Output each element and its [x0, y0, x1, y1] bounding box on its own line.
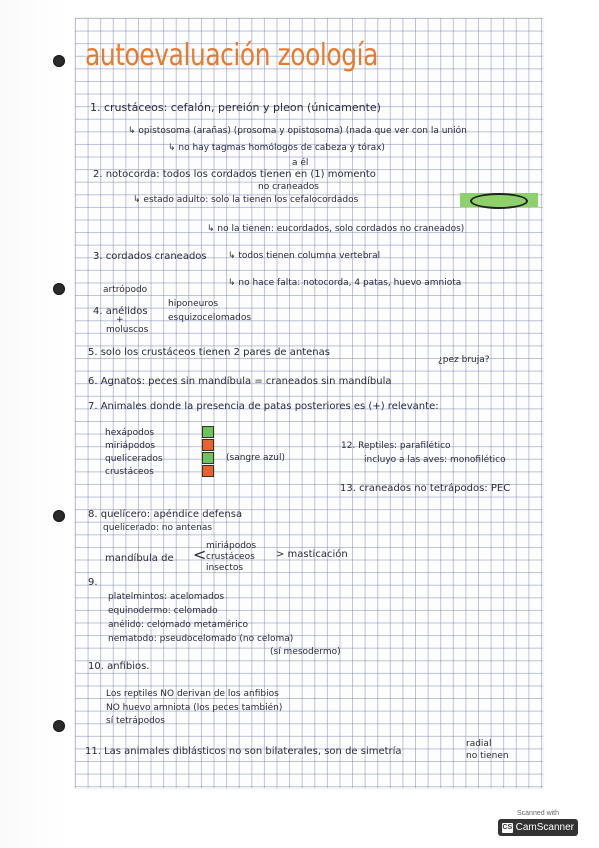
- item-7-list-1: miriápodos: [105, 441, 156, 451]
- binder-hole: [53, 55, 65, 67]
- item-9-extra: (sí mesodermo): [270, 647, 341, 657]
- item-2-main: 2. notocorda: todos los cordados tienen en (1) momento: [93, 169, 376, 180]
- item-9-row-3: nematodo: pseudocelomado (no celoma): [108, 634, 294, 644]
- item-1-main: 1. crustáceos: cefalón, pereión y pleon (únicamente): [90, 101, 381, 114]
- item-4-opt-2: esquizocelomados: [168, 313, 252, 323]
- item-2-note-b: no craneados: [258, 182, 319, 192]
- item-9-row-1: equinodermo: celomado: [108, 606, 218, 616]
- item-12-sub: incluyo a las aves: monofilético: [364, 455, 506, 465]
- item-11-main: 11. Las animales diblásticos no son bilaterales, son de simetría: [85, 746, 402, 757]
- item-8-opt-0: miriápodos: [206, 541, 257, 551]
- scanner-badge: [498, 810, 578, 840]
- item-4-label-top: artrópodo: [103, 285, 148, 295]
- binder-hole: [53, 510, 65, 522]
- item-12-main: 12. Reptiles: parafilético: [341, 441, 451, 451]
- item-8-opt-1: crustáceos: [206, 552, 255, 562]
- item-7-main: 7. Animales donde la presencia de patas posteriores es (+) relevante:: [88, 401, 439, 412]
- item-8-opt-2: insectos: [206, 563, 244, 573]
- scanner-brand: CamScanner: [515, 822, 574, 833]
- item-10-row-2: sí tetrápodos: [106, 716, 165, 726]
- binder-hole: [53, 283, 65, 295]
- binder-hole: [53, 720, 65, 732]
- item-4-opt-1: hiponeuros: [168, 299, 219, 309]
- item-8-sub-1: quelicerado: no antenas: [103, 523, 213, 533]
- item-3-main: 3. cordados craneados: [93, 251, 207, 262]
- item-11-opt-1: radial: [466, 739, 492, 749]
- notochord-sketch: [470, 193, 528, 209]
- camscanner-icon: CS: [502, 823, 513, 831]
- color-square: [202, 439, 214, 451]
- item-9-row-2: anélido: celomado metamérico: [108, 620, 249, 630]
- brace-icon: <: [193, 545, 207, 564]
- item-4-main: 4. anélidos: [93, 306, 148, 317]
- item-2-sub-1: ↳ estado adulto: solo la tienen los cefalocordados: [133, 195, 359, 205]
- item-8-mand: mandíbula de: [105, 553, 174, 564]
- color-square: [202, 452, 214, 464]
- item-3-sub: ↳ no hace falta: notocorda, 4 patas, huevo amniota: [228, 278, 462, 288]
- item-8-main: 8. quelícero: apéndice defensa: [88, 509, 243, 520]
- page-title: autoevaluación zoología: [85, 38, 378, 73]
- color-square: [202, 465, 214, 477]
- item-13-main: 13. craneados no tetrápodos: PEC: [340, 483, 511, 494]
- item-4-plus: +: [116, 315, 124, 325]
- item-4-label-bottom: moluscos: [106, 325, 149, 335]
- item-7-list-3: crustáceos: [105, 467, 154, 477]
- item-9-main: 9.: [88, 577, 98, 588]
- item-7-note: (sangre azul): [226, 453, 285, 463]
- item-8-result: > masticación: [276, 549, 348, 560]
- item-2-note-a: a él: [292, 158, 309, 168]
- item-5-main: 5. solo los crustáceos tienen 2 pares de antenas: [88, 347, 330, 358]
- color-square: [202, 426, 214, 438]
- item-11-opt-2: no tienen: [466, 751, 509, 761]
- item-2-sub-2: ↳ no la tienen: eucordados, solo cordados no craneados): [207, 224, 465, 234]
- item-7-list-2: quelicerados: [105, 454, 163, 464]
- scanner-caption: Scanned with: [516, 810, 560, 817]
- item-6-main: 6. Agnatos: peces sin mandíbula = craneados sin mandíbula: [88, 376, 392, 387]
- item-10-row-1: NO huevo amniota (los peces también): [106, 703, 283, 713]
- scanner-brand-box: [498, 819, 578, 836]
- item-10-row-0: Los reptiles NO derivan de los anfibios: [106, 689, 279, 699]
- item-9-row-0: platelmintos: acelomados: [108, 592, 225, 602]
- item-5-note: ¿pez bruja?: [438, 355, 490, 365]
- item-1-sub-1: ↳ opistosoma (arañas) (prosoma y opistosoma) (nada que ver con la unión: [128, 126, 467, 136]
- item-3-arrow: ↳ todos tienen columna vertebral: [228, 251, 381, 261]
- item-10-main: 10. anfibios.: [88, 661, 150, 672]
- item-1-sub-2: ↳ no hay tagmas homólogos de cabeza y tórax): [168, 143, 385, 153]
- item-7-list-0: hexápodos: [105, 428, 155, 438]
